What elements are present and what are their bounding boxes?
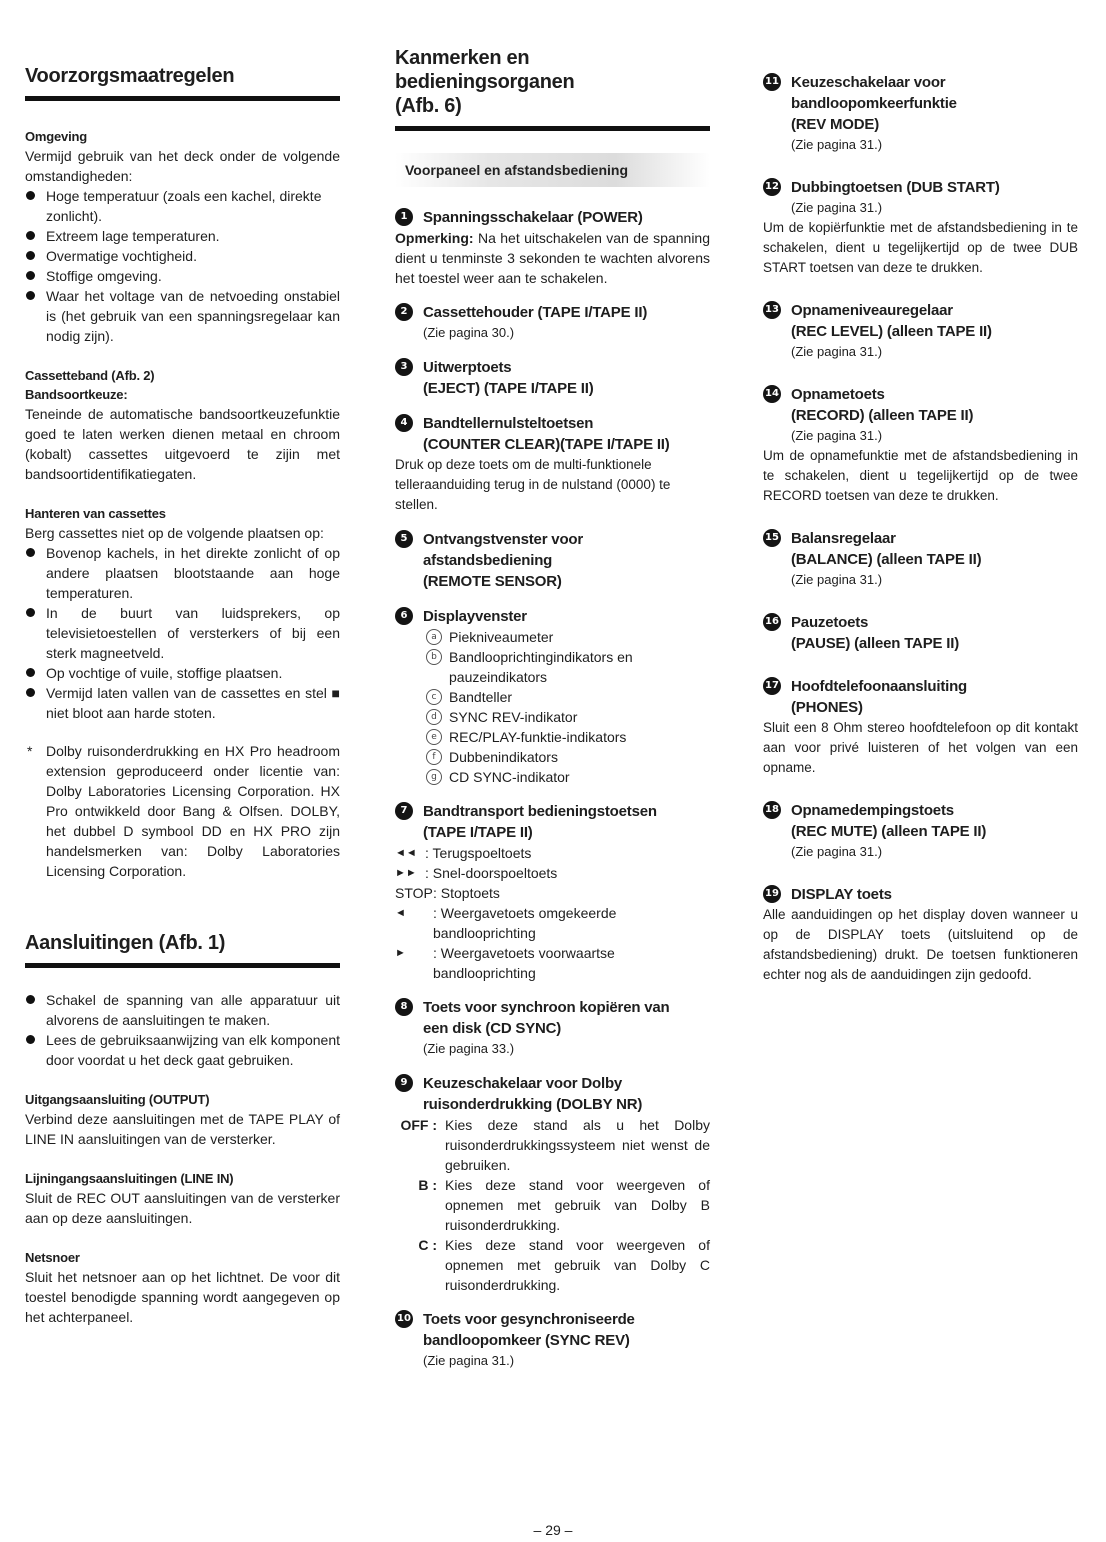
feature-item: 6 Displayvenster a Piekniveaumeter b Bandlooprichtingindikators en pauzeindikators c Bandteller d SYNC REV-indikator e REC/PLAY-funktie-indikators f Dubbenindikators g CD SYNC-indikator <box>395 606 710 787</box>
number-badge: 9 <box>395 1074 413 1092</box>
connections-heading: Aansluitingen (Afb. 1) <box>25 932 226 954</box>
line-in-text: Sluit de REC OUT aansluitingen van de versterker aan op deze aansluitingen. <box>25 1190 340 1226</box>
number-badge: 15 <box>763 529 781 547</box>
feature-item: 7 Bandtransport bedieningstoetsen (TAPE I/TAPE II) <box>395 801 710 843</box>
feature-item: 11 Keuzeschakelaar voor bandloopomkeerfunktie (REV MODE) (Zie pagina 31.) <box>763 72 1078 155</box>
number-badge: 4 <box>395 414 413 432</box>
rewind-icon: ◄◄ <box>395 847 417 859</box>
number-badge: 11 <box>763 73 781 91</box>
environment-list <box>25 186 340 346</box>
feature-item: 14 Opnametoets (RECORD) (alleen TAPE II) (Zie pagina 31.) Um de opnamefunktie met de afstandsbediening in te schakelen, dient u tegelijkertijd op de twee RECORD toetsen van deze te drukken. <box>763 386 1078 503</box>
number-badge: 13 <box>763 301 781 319</box>
feature-item: 12 Dubbingtoetsen (DUB START) (Zie pagina 31.) Um de kopiërfunktie met de afstandsbediening in te schakelen, dient u tegelijkertijd op de twee DUB START toetsen van deze te drukken. <box>763 179 1078 275</box>
number-badge: 3 <box>395 358 413 376</box>
transport-list: ◄◄ : Terugspoeltoets ►► : Snel-doorspoeltoets STOP : Stoptoets ◄ : Weergavetoets omgekeerde bandlooprichting ► : Weergavetoets voorwaartse bandlooprichting <box>395 845 617 981</box>
features-heading: Kanmerken en bedieningsorganen (Afb. 6) <box>395 47 575 117</box>
number-badge: 5 <box>395 530 413 548</box>
list-item: In de buurt van luidsprekers, op televisietoestellen of versterkers of bij een sterk magneetveld. <box>25 603 340 663</box>
feature-item: 17 Hoofdtelefoonaansluiting (PHONES) Sluit een 8 Ohm stereo hoofdtelefoon op dit kontakt aan voor privé luisteren of het volgen van een opname. <box>763 678 1078 775</box>
list-item: Bovenop kachels, in het direkte zonlicht of op andere plaatsen blootstaande aan hoge temperaturen. <box>25 543 340 603</box>
list-item: Hoge temperatuur (zoals een kachel, direkte zonlicht). <box>25 186 340 226</box>
fast-forward-icon: ►► <box>395 867 417 879</box>
list-item: Stoffige omgeving. <box>25 266 340 286</box>
cassette-tape-title: Cassetteband (Afb. 2) <box>25 368 155 383</box>
feature-item: 19 DISPLAY toets Alle aanduidingen op het display doven wanneer u op de DISPLAY toets (uitsluitend op de afstandsbediening) drukt. De toetsen funktioneren echter nog als de aanduidingen zijn gedoofd. <box>763 886 1078 982</box>
column-right <box>763 0 1078 985</box>
line-in-title: Lijningangsaansluitingen (LINE IN) <box>25 1171 234 1186</box>
mains-text: Sluit het netsnoer aan op het lichtnet. De voor dit toestel benodigde spanning wordt aangegeven op het achterpaneel. <box>25 1269 340 1325</box>
number-badge: 6 <box>395 607 413 625</box>
feature-item: 10 Toets voor gesynchroniseerde bandloopomkeer (SYNC REV) (Zie pagina 31.) <box>395 1309 710 1371</box>
feature-item: 15 Balansregelaar (BALANCE) (alleen TAPE II) (Zie pagina 31.) <box>763 528 1078 590</box>
output-title: Uitgangsaansluiting (OUTPUT) <box>25 1092 210 1107</box>
feature-item: 1 Spanningsschakelaar (POWER) Opmerking: Na het uitschakelen van de spanning dient u tenminste 3 sekonden te wachten alvorens het toestel weer aan te schakelen. <box>395 209 711 286</box>
number-badge: 10 <box>395 1310 413 1328</box>
number-badge: 17 <box>763 677 781 695</box>
list-item: Lees de gebruiksaanwijzing van elk komponent door voordat u het deck gaat gebruiken. <box>25 1030 340 1070</box>
handling-list <box>25 543 340 723</box>
environment-title: Omgeving <box>25 129 87 144</box>
column-left <box>25 0 340 1327</box>
list-item: Waar het voltage van de netvoeding onstabiel is (het gebruik van een spanningsregelaar kan nodig zijn). <box>25 286 340 346</box>
number-badge: 1 <box>395 208 413 226</box>
mains-title: Netsnoer <box>25 1250 80 1265</box>
environment-intro: Vermijd gebruik van het deck onder de volgende omstandigheden: <box>25 148 340 184</box>
number-badge: 12 <box>763 178 781 196</box>
column-middle <box>395 0 710 1371</box>
feature-item: 5 Ontvangstvenster voor afstandsbediening (REMOTE SENSOR) <box>395 529 710 592</box>
feature-item: 8 Toets voor synchroon kopiëren van een disk (CD SYNC) (Zie pagina 33.) <box>395 997 710 1059</box>
feature-item: 9 Keuzeschakelaar voor Dolby ruisonderdrukking (DOLBY NR) <box>395 1073 710 1115</box>
feature-item: 3 Uitwerptoets (EJECT) (TAPE I/TAPE II) <box>395 357 710 399</box>
feature-item: 4 Bandtellernulsteltoetsen (COUNTER CLEAR)(TAPE I/TAPE II) Druk op deze toets om de multi-funktionele telleraanduiding terug in de nulstand (0000) te stellen. <box>395 415 671 512</box>
handling-title: Hanteren van cassettes <box>25 506 166 521</box>
feature-item: 16 Pauzetoets (PAUSE) (alleen TAPE II) <box>763 612 1078 654</box>
page-number: – 29 – <box>533 1522 573 1538</box>
feature-item: 13 Opnameniveauregelaar (REC LEVEL) (alleen TAPE II) (Zie pagina 31.) <box>763 300 1078 362</box>
feature-item: 2 Cassettehouder (TAPE I/TAPE II) (Zie pagina 30.) <box>395 302 710 343</box>
handling-intro: Berg cassettes niet op de volgende plaatsen op: <box>25 525 324 541</box>
number-badge: 2 <box>395 303 413 321</box>
precautions-heading: Voorzorgsmaatregelen <box>25 65 235 87</box>
feature-item: 18 Opnamedempingstoets (REC MUTE) (alleen TAPE II) (Zie pagina 31.) <box>763 800 1078 862</box>
number-badge: 8 <box>395 998 413 1016</box>
number-badge: 18 <box>763 801 781 819</box>
number-badge: 14 <box>763 385 781 403</box>
output-text: Verbind deze aansluitingen met de TAPE PLAY of LINE IN aansluitingen van de versterker. <box>25 1111 340 1147</box>
display-indicator-list: a Piekniveaumeter b Bandlooprichtingindikators en pauzeindikators c Bandteller d SYNC REV-indikator e REC/PLAY-funktie-indikators f Dubbenindikators g CD SYNC-indikator <box>423 627 710 787</box>
list-item: Schakel de spanning van alle apparatuur uit alvorens de aansluitingen te maken. <box>25 990 340 1030</box>
number-badge: 19 <box>763 885 781 903</box>
dolby-license-note: * Dolby ruisonderdrukking en HX Pro headroom extension geproduceerd onder licentie van: Dolby Laboratories Licensing Corporation. HX Pro ontwikkeld door Bang & Olfsen. DOLBY, het dubbel D symbool DD en HX PRO zijn handelsmerken van: Dolby Laboratories Licensing Corporation. <box>27 743 340 879</box>
list-item: Extreem lage temperaturen. <box>25 226 340 246</box>
number-badge: 16 <box>763 613 781 631</box>
dolby-mode-list: OFF : Kies deze stand als u het Dolby ruisonderdrukkingssysteem niet wenst de gebruiken. B : Kies deze stand voor weergeven of opnemen met gebruik van Dolby B ruisonderdrukking. C : Kies deze stand voor weergeven of opnemen met gebruik van Dolby C ruisonderdrukking. <box>400 1117 710 1293</box>
tape-type-text: Teneinde de automatische bandsoortkeuzefunktie goed te laten werken dienen metaal en chroom (kobalt) cassettes uitgevoerd te zijin met bandsoortidentifikatiegaten. <box>25 406 340 482</box>
number-badge: 7 <box>395 802 413 820</box>
front-panel-banner: Voorpaneel en afstandsbediening <box>395 153 710 187</box>
list-item: Op vochtige of vuile, stoffige plaatsen. <box>25 663 340 683</box>
reverse-play-icon: ◄ <box>395 907 406 919</box>
list-item: Overmatige vochtigheid. <box>25 246 340 266</box>
tape-type-subtitle: Bandsoortkeuze: <box>25 387 128 402</box>
list-item: Vermijd laten vallen van de cassettes en stel ■ niet bloot aan harde stoten. <box>25 683 340 723</box>
forward-play-icon: ► <box>395 947 406 959</box>
